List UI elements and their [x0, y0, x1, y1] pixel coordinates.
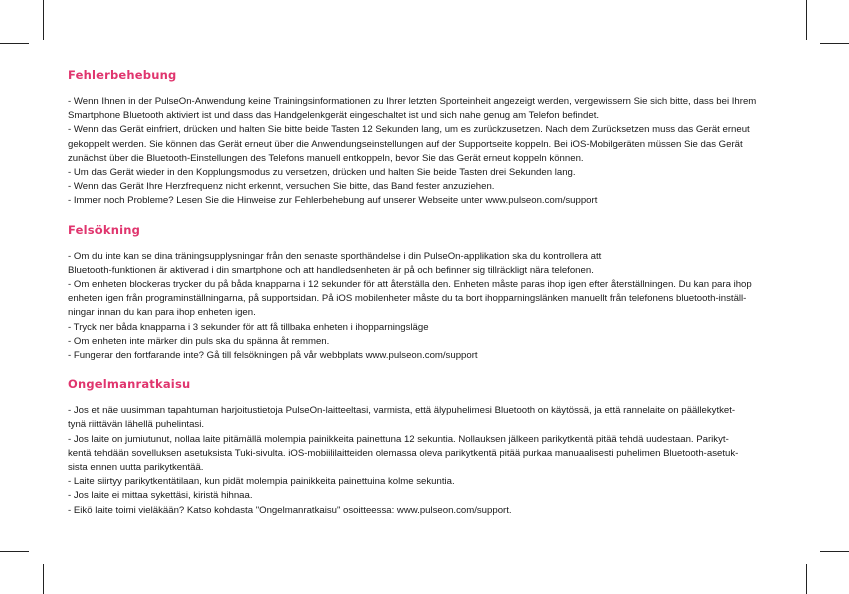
section-title: Ongelmanratkaisu [68, 377, 191, 392]
text-line: - Immer noch Probleme? Lesen Sie die Hinweise zur Fehlerbehebung auf unserer Webseite unter www.pulseon.com/support [68, 195, 598, 207]
section-body [68, 404, 780, 518]
text-line: - Wenn Ihnen in der PulseOn-Anwendung keine Trainingsinformationen zu Ihrer letzten Sporteinheit angezeigt werden, vergewissern Sie sich bitte, dass bei Ihrem [68, 96, 757, 107]
text-line: Smartphone Bluetooth aktiviert ist und dass das Handgelenkgerät eingeschaltet ist und sich nahe genug am Telefon befindet. [68, 110, 600, 122]
section-troubleshooting-finnish [68, 377, 780, 518]
text-line: - Fungerar den fortfarande inte? Gå till felsökningen på vår webbplats www.pulseon.com/support [68, 350, 478, 362]
text-line: zunächst über die Bluetooth-Einstellungen des Telefons manuell entkoppeln, bevor Sie das Gerät erneut koppeln können. [68, 152, 584, 164]
section-troubleshooting-german [68, 68, 780, 209]
section-body [68, 95, 780, 209]
crop-mark-top-left-horizontal [0, 43, 29, 44]
text-line: - Wenn das Gerät Ihre Herzfrequenz nicht erkennt, versuchen Sie bitte, das Band fester anzuziehen. [68, 181, 495, 193]
text-line: - Om enheten blockeras trycker du på båda knapparna i 12 sekunder för att återställa den. Enheten måste paras ihop igen efter återställningen. Du kan para ihop [68, 279, 752, 291]
text-line: - Om enheten inte märker din puls ska du spänna åt remmen. [68, 335, 330, 347]
text-line: - Um das Gerät wieder in den Kopplungsmodus zu versetzen, drücken und halten Sie beide Tasten drei Sekunden lang. [68, 167, 576, 179]
crop-mark-top-right-horizontal [820, 43, 849, 44]
text-line: tynä riittävän lähellä puhelintasi. [68, 419, 204, 431]
document-content [68, 68, 780, 532]
section-title: Felsökning [68, 222, 141, 237]
crop-mark-bottom-right-vertical [806, 564, 807, 594]
crop-mark-top-left-vertical [43, 0, 44, 40]
text-line: - Jos et näe uusimman tapahtuman harjoitustietoja PulseOn-laitteeltasi, varmista, että älypuhelimesi Bluetooth on käytössä, ja että rannelaite on päällekytket- [68, 405, 736, 417]
section-troubleshooting-swedish [68, 223, 780, 364]
text-line: - Om du inte kan se dina träningsupplysningar från den senaste sporthändelse i din PulseOn-applikation ska du kontrollera att [68, 250, 602, 262]
text-line: - Jos laite ei mittaa sykettäsi, kiristä hihnaa. [68, 490, 253, 502]
text-line: kentä tehdään sovelluksen asetuksista Tuki-sivulta. iOS-mobiililaitteiden olemassa oleva parikytkentä pitää purkaa manuaalisesti puhelimen Bluetooth-asetuk- [68, 447, 739, 459]
text-line: enheten igen från programinställningarna, på supportsidan. På iOS mobilenheter måste du ta bort ihopparningslänken manuellt från telefonens bluetooth-inställ- [68, 293, 747, 305]
crop-mark-bottom-left-vertical [43, 564, 44, 594]
text-line: sista ennen uutta parikytkentää. [68, 462, 204, 474]
text-line: gekoppelt werden. Sie können das Gerät erneut über die Anwendungseinstellungen auf der Supportseite koppeln. Bei iOS-Mobilgeräten müssen Sie das Gerät [68, 138, 743, 150]
text-line: Bluetooth-funktionen är aktiverad i din smartphone och att handledsenheten är på och befinner sig tillräckligt nära telefonen. [68, 264, 594, 276]
text-line: - Eikö laite toimi vieläkään? Katso kohdasta "Ongelmanratkaisu" osoitteessa: www.pulseon.com/support. [68, 504, 512, 516]
text-line: - Wenn das Gerät einfriert, drücken und halten Sie bitte beide Tasten 12 Sekunden lang, um es zurückzusetzen. Nach dem Zurücksetzen muss das Gerät erneut [68, 124, 750, 136]
text-line: - Jos laite on jumiutunut, nollaa laite pitämällä molempia painikkeita painettuna 12 sekuntia. Nollauksen jälkeen parikytkentä pitää tehdä uudestaan. Parikyt- [68, 433, 729, 445]
text-line: ningar innan du kan para ihop enheten igen. [68, 307, 256, 319]
text-line: - Tryck ner båda knapparna i 3 sekunder för att få tillbaka enheten i ihopparningsläge [68, 321, 429, 333]
crop-mark-top-right-vertical [806, 0, 807, 40]
section-body [68, 250, 780, 364]
section-title: Fehlerbehebung [68, 68, 177, 82]
crop-mark-bottom-right-horizontal [820, 551, 849, 552]
text-line: - Laite siirtyy parikytkentätilaan, kun pidät molempia painikkeita painettuina kolme sekuntia. [68, 476, 455, 488]
crop-mark-bottom-left-horizontal [0, 551, 29, 552]
